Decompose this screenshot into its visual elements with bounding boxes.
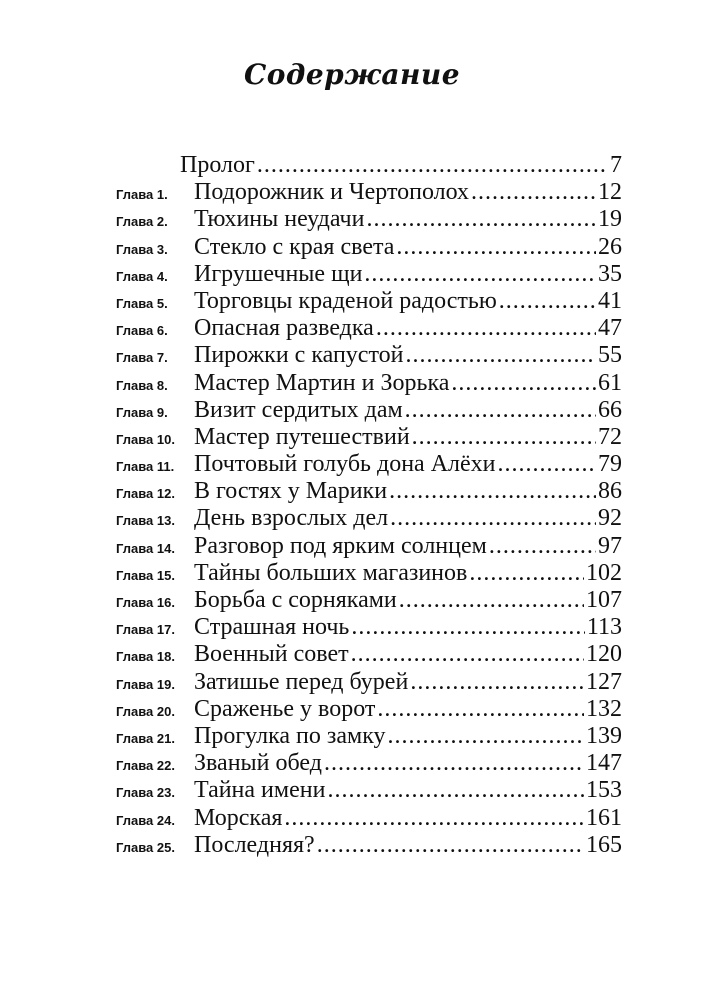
- toc-entry-title: Подорожник и Чертополох: [194, 179, 470, 206]
- toc-entry-leader-dots: [412, 424, 596, 451]
- toc-entry: [116, 696, 622, 723]
- toc-entry-title: Военный совет: [194, 641, 349, 668]
- toc-entry-page-number: 47: [598, 315, 622, 342]
- toc-entry-chapter-number: Глава 2.: [116, 214, 168, 230]
- toc-entry-title: Затишье перед бурей: [194, 668, 409, 695]
- toc-entry-leader-dots: [399, 587, 584, 614]
- toc-entry-page-number: 35: [598, 260, 622, 287]
- toc-entry-title: Опасная разведка: [194, 315, 374, 342]
- toc-entry-chapter-number: Глава 19.: [116, 676, 175, 692]
- toc-entry-leader-dots: [284, 805, 584, 832]
- toc-entry: [116, 288, 622, 315]
- toc-entry-title: Мастер путешествий: [194, 423, 410, 450]
- toc-entry: [116, 152, 622, 179]
- toc-entry-leader-dots: [451, 370, 596, 397]
- toc-entry-chapter-number: Глава 15.: [116, 567, 175, 583]
- toc-entry: [116, 723, 622, 750]
- toc-entry: [116, 261, 622, 288]
- toc-entry-page-number: 61: [598, 369, 622, 396]
- toc-entry-chapter-number: Глава 16.: [116, 595, 175, 610]
- toc-entry-page-number: 26: [598, 233, 622, 260]
- toc-entry-page-number: 153: [586, 777, 622, 804]
- toc-entry-chapter-number: Глава 14.: [116, 540, 175, 556]
- toc-entry-title: В гостях у Марики: [194, 478, 388, 505]
- toc-entry-leader-dots: [396, 234, 596, 261]
- toc-entry-chapter-number: Глава 11.: [116, 459, 175, 475]
- toc-entry-chapter-number: Глава 3.: [116, 241, 168, 257]
- toc-entry: [116, 587, 622, 614]
- toc-entry-title: Борьба с сорняками: [194, 587, 397, 613]
- toc-entry-chapter-number: Глава 10.: [116, 431, 175, 447]
- toc-entry: [116, 206, 622, 233]
- toc-entry-title: Торговцы краденой радостью: [194, 287, 497, 314]
- toc-entry-leader-dots: [498, 451, 596, 478]
- toc-entry-leader-dots: [377, 696, 584, 723]
- toc-entry-chapter-number: Глава 20.: [116, 703, 175, 719]
- toc-entry-chapter-number: Глава 22.: [116, 758, 175, 774]
- toc-entry-page-number: 7: [610, 152, 622, 178]
- toc-entry-page-number: 139: [586, 722, 622, 749]
- toc-entry-title: Тюхины неудачи: [194, 206, 365, 233]
- toc-entry-chapter-number: Глава 6.: [116, 323, 168, 339]
- toc-entry-page-number: 165: [586, 831, 622, 858]
- toc-entry-chapter-number: Глава 12.: [116, 486, 175, 502]
- toc-entry-title: Почтовый голубь дона Алёхи: [194, 451, 496, 478]
- toc-entry-title: Пролог: [180, 152, 255, 178]
- toc-entry: [116, 478, 622, 505]
- toc-entry-title: Визит сердитых дам: [194, 396, 403, 423]
- toc-entry-title: Пирожки с капустой: [194, 342, 404, 369]
- toc-entry-leader-dots: [324, 750, 584, 777]
- toc-entry-chapter-number: Глава 13.: [116, 513, 175, 529]
- toc-entry-leader-dots: [257, 152, 608, 179]
- toc-entry-leader-dots: [366, 206, 596, 233]
- toc-entry: [116, 397, 622, 424]
- toc-entry-leader-dots: [376, 315, 596, 342]
- toc-entry-leader-dots: [388, 723, 584, 750]
- toc-entry-title: Разговор под ярким солнцем: [194, 532, 487, 559]
- toc-entry-title: Сраженье у ворот: [194, 695, 376, 722]
- toc-entry: [116, 370, 622, 397]
- toc-entry-title: Прогулка по замку: [194, 722, 386, 749]
- toc-entry: [116, 750, 622, 777]
- toc-entry: [116, 505, 622, 532]
- toc-entry-chapter-number: Глава 8.: [116, 377, 168, 393]
- toc-entry-chapter-number: Глава 23.: [116, 785, 175, 801]
- toc-entry-page-number: 107: [586, 587, 622, 613]
- toc-entry-page-number: 127: [586, 668, 622, 695]
- toc-entry-chapter-number: Глава 17.: [116, 622, 175, 638]
- toc-entry-title: День взрослых дел: [194, 505, 389, 532]
- toc-entry: [116, 777, 622, 804]
- toc-entry-page-number: 86: [598, 478, 622, 505]
- toc-entry: [116, 315, 622, 342]
- toc-entry-page-number: 92: [598, 505, 622, 532]
- toc-entry-page-number: 66: [598, 396, 622, 423]
- toc-entry-leader-dots: [364, 261, 596, 288]
- toc-entry-page-number: 161: [586, 804, 622, 831]
- toc-entry-page-number: 147: [586, 750, 622, 777]
- toc-entry-leader-dots: [469, 560, 584, 587]
- toc-entry-leader-dots: [351, 641, 584, 668]
- toc-entry: [116, 424, 622, 451]
- page-title: Содержание: [243, 58, 461, 91]
- toc-entry-leader-dots: [327, 777, 584, 804]
- toc-entry-chapter-number: Глава 1.: [116, 187, 168, 203]
- toc-entry-title: Мастер Мартин и Зорька: [194, 369, 450, 396]
- toc-entry: [116, 560, 622, 587]
- toc-entry-title: Страшная ночь: [194, 614, 350, 641]
- toc-entry-leader-dots: [390, 505, 596, 532]
- toc-entry: [116, 832, 622, 859]
- toc-entry: [116, 342, 622, 369]
- toc-entry-leader-dots: [489, 533, 596, 560]
- toc-entry-title: Тайны больших магазинов: [194, 559, 468, 586]
- toc-entry-leader-dots: [410, 669, 584, 696]
- toc-entry-title: Игрушечные щи: [194, 260, 363, 287]
- toc-entry-page-number: 72: [598, 423, 622, 450]
- toc-entry-title: Морская: [194, 804, 283, 831]
- toc-entry-leader-dots: [471, 179, 596, 206]
- toc-entry-leader-dots: [405, 342, 596, 369]
- toc-entry-chapter-number: Глава 18.: [116, 649, 175, 665]
- toc-entry-chapter-number: Глава 5.: [116, 295, 168, 311]
- toc-entry-page-number: 132: [586, 695, 622, 722]
- toc-entry-leader-dots: [351, 614, 585, 641]
- toc-entry-leader-dots: [389, 478, 596, 505]
- toc-entry: [116, 641, 622, 668]
- toc-entry-page-number: 113: [586, 614, 622, 641]
- toc-entry-page-number: 102: [586, 559, 622, 586]
- toc-entry-page-number: 55: [598, 342, 622, 369]
- toc-entry-title: Званый обед: [194, 750, 322, 777]
- toc-entry-title: Тайна имени: [194, 777, 326, 804]
- toc-entry-chapter-number: Глава 4.: [116, 268, 168, 284]
- toc-entry: [116, 805, 622, 832]
- toc-entry-page-number: 12: [598, 179, 622, 206]
- toc-entry-chapter-number: Глава 21.: [116, 730, 175, 746]
- toc-entry-leader-dots: [499, 288, 596, 315]
- toc-entry-page-number: 79: [598, 451, 622, 478]
- toc-entry: [116, 533, 622, 560]
- toc-entry-title: Последняя?: [194, 831, 315, 858]
- table-of-contents: [116, 152, 622, 859]
- toc-entry-leader-dots: [405, 397, 596, 424]
- toc-entry-chapter-number: Глава 24.: [116, 812, 175, 828]
- toc-entry-leader-dots: [317, 832, 584, 859]
- toc-entry: [116, 179, 622, 206]
- toc-entry: [116, 614, 622, 641]
- toc-entry: [116, 234, 622, 261]
- toc-entry-page-number: 97: [598, 532, 622, 559]
- toc-entry-chapter-number: Глава 25.: [116, 839, 175, 855]
- toc-entry-chapter-number: Глава 9.: [116, 404, 168, 420]
- toc-entry-title: Стекло с края света: [194, 233, 395, 260]
- toc-entry: [116, 451, 622, 478]
- toc-entry-chapter-number: Глава 7.: [116, 350, 168, 366]
- toc-entry-page-number: 19: [598, 206, 622, 233]
- toc-entry-page-number: 120: [586, 641, 622, 668]
- toc-entry: [116, 669, 622, 696]
- toc-entry-page-number: 41: [598, 287, 622, 314]
